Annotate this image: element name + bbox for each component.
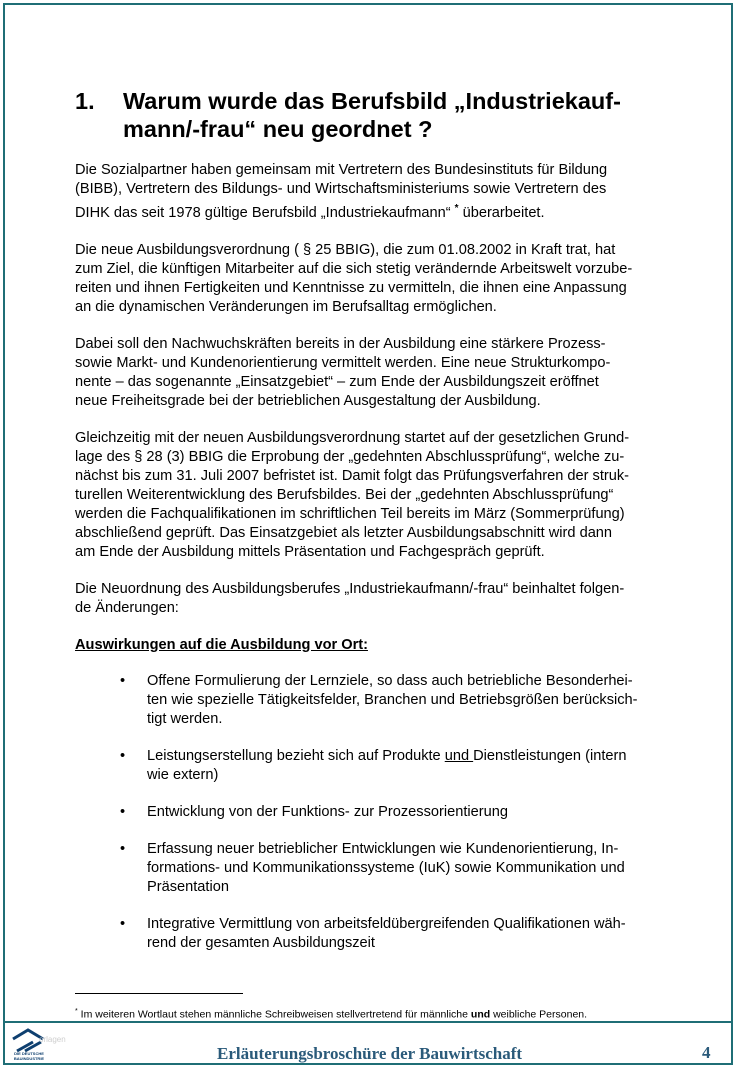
footnote-text: Im weiteren Wortlaut stehen männliche Schreibweisen stellvertretend für männliche bbox=[77, 1008, 471, 1021]
bullet-list bbox=[75, 672, 695, 953]
footnote-marker: * bbox=[454, 203, 459, 214]
paragraph-3 bbox=[75, 335, 695, 411]
text-line: reiten und ihnen Fertigkeiten und Kenntnisse zu vermitteln, die ihnen eine Anpassung bbox=[75, 279, 627, 296]
text-line: neue Freiheitsgrade bei der betrieblichen Ausgestaltung der Ausbildung. bbox=[75, 392, 541, 409]
page-number: 4 bbox=[702, 1043, 711, 1062]
logo-wordmark bbox=[11, 1052, 47, 1061]
text-line: werden die Fachqualifikationen im schriftlichen Teil bereits im März (Sommerprüfung) bbox=[75, 505, 625, 522]
text-line: turellen Weiterentwicklung des Berufsbildes. Bei der „gedehnten Abschlussprüfung“ bbox=[75, 486, 614, 503]
text-line: Integrative Vermittlung von arbeitsfeldübergreifenden Qualifikationen wäh- bbox=[147, 915, 626, 932]
footnote-marker: * bbox=[75, 1008, 78, 1015]
footer-title: Erläuterungsbroschüre der Bauwirtschaft bbox=[217, 1044, 523, 1063]
text-line: Dabei soll den Nachwuchskräften bereits in der Ausbildung eine stärkere Prozess- bbox=[75, 335, 606, 352]
text-line: de Änderungen: bbox=[75, 599, 179, 616]
text-line bbox=[147, 747, 695, 766]
text-fragment: Dienstleistungen (intern bbox=[473, 747, 627, 764]
text-line: Gleichzeitig mit der neuen Ausbildungsverordnung startet auf der gesetzlichen Grund- bbox=[75, 429, 630, 446]
page-frame bbox=[3, 3, 733, 1065]
text-fragment: DIHK das seit 1978 gültige Berufsbild „Industriekaufmann“ bbox=[75, 204, 455, 221]
list-item bbox=[75, 840, 695, 897]
section-heading bbox=[75, 87, 695, 143]
paragraph-1 bbox=[75, 161, 695, 223]
text-line: formations- und Kommunikationssysteme (IuK) sowie Kommunikation und bbox=[147, 859, 625, 876]
text-line: (BIBB), Vertretern des Bildungs- und Wirtschaftsministeriums sowie Vertretern des bbox=[75, 181, 607, 197]
text-line: Entwicklung von der Funktions- zur Prozessorientierung bbox=[147, 803, 508, 820]
paragraph-4 bbox=[75, 429, 695, 562]
text-line: lage des § 28 (3) BBIG die Erprobung der „gedehnten Abschlussprüfung“, welche zu- bbox=[75, 448, 625, 465]
text-line: Die neue Ausbildungsverordnung ( § 25 BBIG), die zum 01.08.2002 in Kraft trat, hat bbox=[75, 241, 616, 258]
logo-line: DIE DEUTSCHE bbox=[14, 1051, 44, 1056]
text-line: Präsentation bbox=[147, 878, 229, 895]
text-fragment: überarbeitet. bbox=[458, 204, 545, 221]
section-number: 1. bbox=[75, 88, 95, 114]
text-line: wie extern) bbox=[147, 766, 219, 783]
text-line bbox=[75, 199, 695, 223]
text-line: ten wie spezielle Tätigkeitsfelder, Branchen und Betriebsgrößen berücksich- bbox=[147, 691, 638, 708]
list-item bbox=[75, 803, 695, 822]
underlined-text: und bbox=[444, 747, 474, 764]
footnote-text: weibliche Personen. bbox=[490, 1008, 588, 1021]
subheading: Auswirkungen auf die Ausbildung vor Ort: bbox=[75, 636, 368, 653]
section-title-line: mann/-frau“ neu geordnet ? bbox=[123, 116, 433, 142]
footnote bbox=[75, 1005, 587, 1022]
text-line: tigt werden. bbox=[147, 710, 223, 727]
text-line: Erfassung neuer betrieblicher Entwicklungen wie Kundenorientierung, In- bbox=[147, 840, 619, 857]
bullet-icon: • bbox=[120, 840, 126, 857]
text-line: abschließend geprüft. Das Einsatzgebiet als letzter Ausbildungsabschnitt wird dann bbox=[75, 524, 613, 541]
text-line: Die Neuordnung des Ausbildungsberufes „Industriekaufmann/-frau“ beinhaltet folgen- bbox=[75, 580, 625, 597]
footnote-divider bbox=[75, 993, 243, 994]
bullet-icon: • bbox=[120, 915, 126, 932]
bullet-icon: • bbox=[120, 803, 126, 820]
text-line: Offene Formulierung der Lernziele, so dass auch betriebliche Besonderhei- bbox=[147, 672, 633, 689]
text-line: zum Ziel, die künftigen Mitarbeiter auf die sich stetig verändernde Arbeitswelt vorzube- bbox=[75, 260, 633, 277]
text-line: am Ende der Ausbildung mittels Präsentation und Fachgespräch geprüft. bbox=[75, 543, 545, 560]
page-footer bbox=[5, 1023, 731, 1063]
text-line: nente – das sogenannte „Einsatzgebiet“ – zum Ende der Ausbildungszeit eröffnet bbox=[75, 373, 599, 390]
list-item bbox=[75, 747, 695, 785]
text-line: sowie Markt- und Kundenorientierung vermittelt werden. Eine neue Strukturkompo- bbox=[75, 354, 611, 371]
list-item bbox=[75, 672, 695, 729]
text-fragment: Leistungserstellung bezieht sich auf Produkte bbox=[147, 747, 445, 764]
ghost-text: orlagen bbox=[39, 1035, 66, 1044]
section-title bbox=[123, 87, 695, 143]
text-line: Die Sozialpartner haben gemeinsam mit Vertretern des Bundesinstituts für Bildung bbox=[75, 162, 608, 178]
list-item bbox=[75, 915, 695, 953]
text-line: rend der gesamten Ausbildungszeit bbox=[147, 934, 375, 951]
paragraph-2 bbox=[75, 241, 695, 317]
text-line: an die dynamischen Veränderungen im Berufsalltag ermöglichen. bbox=[75, 298, 497, 315]
footnote-bold-text: und bbox=[470, 1008, 491, 1021]
section-title-line: Warum wurde das Berufsbild „Industriekauf- bbox=[123, 88, 621, 114]
bullet-icon: • bbox=[120, 747, 126, 764]
bullet-icon: • bbox=[120, 672, 126, 689]
text-line: nächst bis zum 31. Juli 2007 befristet ist. Damit folgt das Prüfungsverfahren der struk- bbox=[75, 467, 630, 484]
paragraph-5 bbox=[75, 580, 695, 618]
main-content bbox=[75, 87, 695, 971]
logo-line: BAUINDUSTRIE bbox=[13, 1055, 45, 1061]
